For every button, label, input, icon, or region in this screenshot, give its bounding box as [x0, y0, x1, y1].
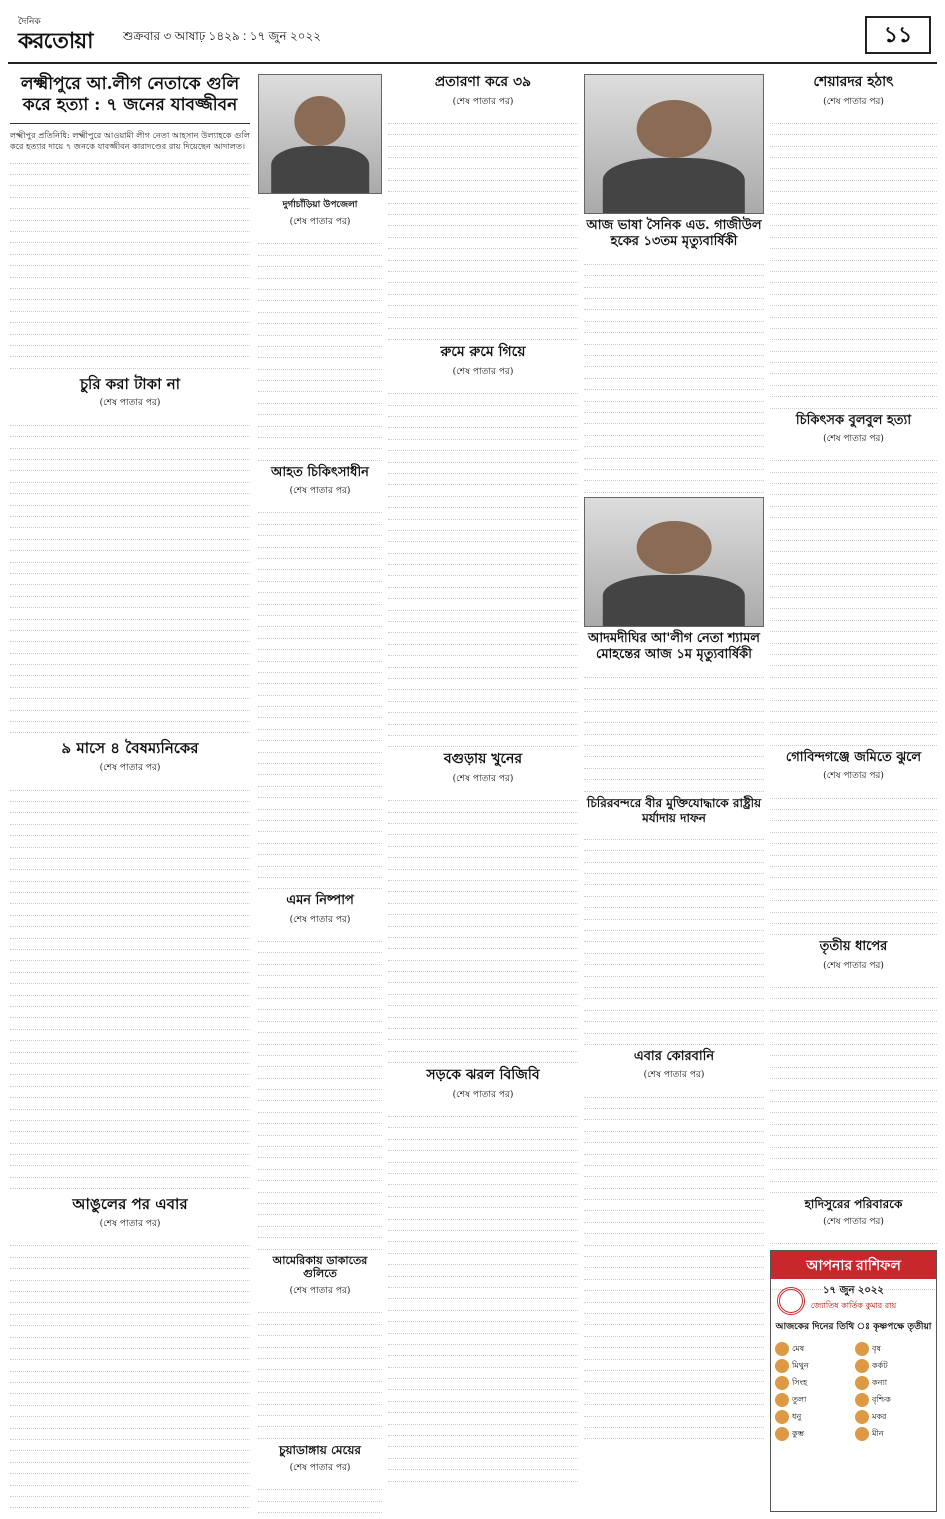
article-body	[584, 254, 764, 493]
headline: লক্ষ্মীপুরে আ.লীগ নেতাকে গুলি করে হত্যা : ৭ জনের যাবজ্জীবন	[20, 74, 240, 116]
headline: সড়কে ঝরল বিজিবি	[426, 1067, 540, 1084]
horoscope-box	[770, 1250, 937, 1512]
column-1	[10, 74, 250, 1519]
zodiac-sign: মিথুন	[775, 1359, 852, 1373]
article-body	[388, 113, 578, 341]
subline: (শেষ পাতার পর)	[99, 1218, 161, 1229]
headline: বগুড়ায় খুনের	[443, 751, 523, 768]
headline: আঙুলের পর এবার	[72, 1195, 188, 1214]
zodiac-sign: সিংহ	[775, 1376, 852, 1390]
zodiac-sign: মেষ	[775, 1342, 852, 1356]
article-body: লক্ষ্মীপুর প্রতিনিধি: লক্ষ্মীপুরে আওয়ামী লীগ নেতা আহসান উল্যাহকে গুলি করে হত্যার দায়ে ৭ জনকে যাবজ্জীবন কারাদণ্ডের রায় দিয়েছেন আদালত।	[10, 130, 250, 369]
article-body	[258, 502, 382, 889]
column-2: দুর্গাচাঁড়িয়া উপজেলা (শেষ পাতার পর) আহত চিকিৎসাধীন (শেষ পাতার পর) এমন নিষ্পাপ (শেষ পাতার পর) আমেরিকায় ডাকাতের গুলিতে (শেষ পাতার পর) চুয়াডাঙ্গায় মেয়ের (শেষ পাতার পর)	[258, 74, 382, 1519]
zodiac-icon	[775, 1393, 789, 1407]
article-body	[10, 414, 250, 733]
masthead	[8, 6, 937, 64]
headline: চিরিরবন্দরে বীর মুক্তিযোদ্ধাকে রাষ্ট্রীয় মর্যাদায় দাফন	[586, 795, 762, 825]
article-body	[770, 787, 937, 935]
article-body	[584, 666, 764, 791]
article-body	[770, 450, 937, 746]
tithi-line: আজকের দিনের তিথি ঃ কৃষ্ণপক্ষে তৃতীয়া	[775, 1322, 932, 1332]
headline: আমেরিকায় ডাকাতের গুলিতে	[272, 1253, 368, 1281]
column-4: আজ ভাষা সৈনিক এড. গাজীউল হকের ১৩তম মৃত্যুবার্ষিকী আদমদীঘির আ'লীগ নেতা শ্যামল মোহন্তের আজ ১ম মৃত্যুবার্ষিকী চিরিরবন্দরে বীর মুক্তিযোদ্ধাকে রাষ্ট্রীয় মর্যাদায় দাফন এবার কোরবানি (শেষ পাতার পর)	[584, 74, 764, 1439]
newspaper-logo: দৈনিক করতোয়া	[18, 16, 93, 54]
article-body	[258, 1479, 382, 1519]
headline: আজ ভাষা সৈনিক এড. গাজীউল হকের ১৩তম মৃত্যুবার্ষিকী	[586, 218, 762, 250]
dateline: শুক্রবার ৩ আষাঢ় ১৪২৯ : ১৭ জুন ২০২২	[123, 29, 322, 43]
zodiac-icon	[855, 1342, 869, 1356]
headline: আদমদীঘির আ'লীগ নেতা শ্যামল মোহন্তের আজ ১ম মৃত্যুবার্ষিকী	[587, 630, 760, 662]
subline: (শেষ পাতার পর)	[99, 398, 161, 409]
zodiac-icon	[775, 1359, 789, 1373]
article-body	[770, 113, 937, 409]
column-5: শেয়ারদর হঠাৎ (শেষ পাতার পর) চিকিৎসক বুলবুল হত্যা (শেষ পাতার পর) গোবিন্দগঞ্জে জমিতে ঝুলে (শেষ পাতার পর) তৃতীয় ধাপের (শেষ পাতার পর) হাদিসুরের পরিবারকে (শেষ পাতার পর)	[770, 74, 937, 1290]
zodiac-sign: ধনু	[775, 1410, 852, 1424]
photo-caption: দুর্গাচাঁড়িয়া উপজেলা	[282, 200, 358, 210]
headline: এমন নিষ্পাপ	[286, 893, 354, 909]
zodiac-icon	[775, 1342, 789, 1356]
headline: গোবিন্দগঞ্জে জমিতে ঝুলে	[785, 750, 922, 766]
portrait-photo	[258, 74, 382, 194]
zodiac-icon	[855, 1359, 869, 1373]
zodiac-icon	[775, 1427, 789, 1441]
portrait-photo	[584, 497, 764, 627]
headline: তৃতীয় ধাপের	[819, 939, 888, 955]
horoscope-banner: আপনার রাশিফল	[771, 1251, 936, 1279]
article-body	[584, 829, 764, 1045]
article-body	[258, 931, 382, 1250]
headline: চিকিৎসক বুলবুল হত্যা	[795, 412, 912, 428]
headline: এবার কোরবানি	[633, 1048, 715, 1064]
headline: হাদিসুরের পরিবারকে	[804, 1197, 903, 1212]
zodiac-sign: তুলা	[775, 1393, 852, 1407]
article-body	[10, 779, 250, 1189]
zodiac-sign-grid	[771, 1338, 936, 1445]
astrologer-name: জ্যোতিষ কার্তিক কুমার রায়	[810, 1301, 897, 1310]
article-body	[388, 1106, 578, 1482]
headline: ৯ মাসে ৪ বৈষম্যনিকের	[61, 739, 199, 758]
zodiac-sign: মীন	[855, 1427, 932, 1441]
headline: আহত চিকিৎসাধীন	[271, 464, 369, 480]
article-body	[258, 233, 382, 461]
headline: চুয়াডাঙ্গায় মেয়ের	[278, 1442, 362, 1457]
headline: চুরি করা টাকা না	[79, 374, 181, 393]
article-body	[584, 1086, 764, 1439]
column-3: প্রতারণা করে ৩৯ (শেষ পাতার পর) রুমে রুমে গিয়ে (শেষ পাতার পর) বগুড়ায় খুনের (শেষ পাতার পর) সড়কে ঝরল বিজিবি (শেষ পাতার পর)	[388, 74, 578, 1482]
headline: শেয়ারদর হঠাৎ	[813, 74, 894, 90]
zodiac-sign: বৃষ	[855, 1342, 932, 1356]
article-body	[388, 790, 578, 1063]
zodiac-icon	[775, 1410, 789, 1424]
horoscope-date: ১৭ জুন ২০২২	[823, 1285, 884, 1296]
zodiac-icon	[855, 1376, 869, 1390]
page-number: ১১	[865, 16, 931, 54]
zodiac-icon	[855, 1427, 869, 1441]
article-body	[10, 1235, 250, 1519]
zodiac-sign: কন্যা	[855, 1376, 932, 1390]
article-body	[770, 977, 937, 1193]
article-body	[388, 383, 578, 748]
subline: (শেষ পাতার পর)	[99, 763, 161, 774]
zodiac-icon	[855, 1393, 869, 1407]
headline: রুমে রুমে গিয়ে	[440, 344, 526, 361]
zodiac-sign: কর্কট	[855, 1359, 932, 1373]
zodiac-sign: মকর	[855, 1410, 932, 1424]
zodiac-sign: বৃশ্চিক	[855, 1393, 932, 1407]
headline: প্রতারণা করে ৩৯	[434, 74, 532, 90]
article-body	[258, 1302, 382, 1439]
portrait-photo	[584, 74, 764, 214]
zodiac-sign: কুম্ভ	[775, 1427, 852, 1441]
zodiac-icon	[775, 1376, 789, 1390]
zodiac-wheel-icon	[777, 1287, 805, 1315]
zodiac-icon	[855, 1410, 869, 1424]
